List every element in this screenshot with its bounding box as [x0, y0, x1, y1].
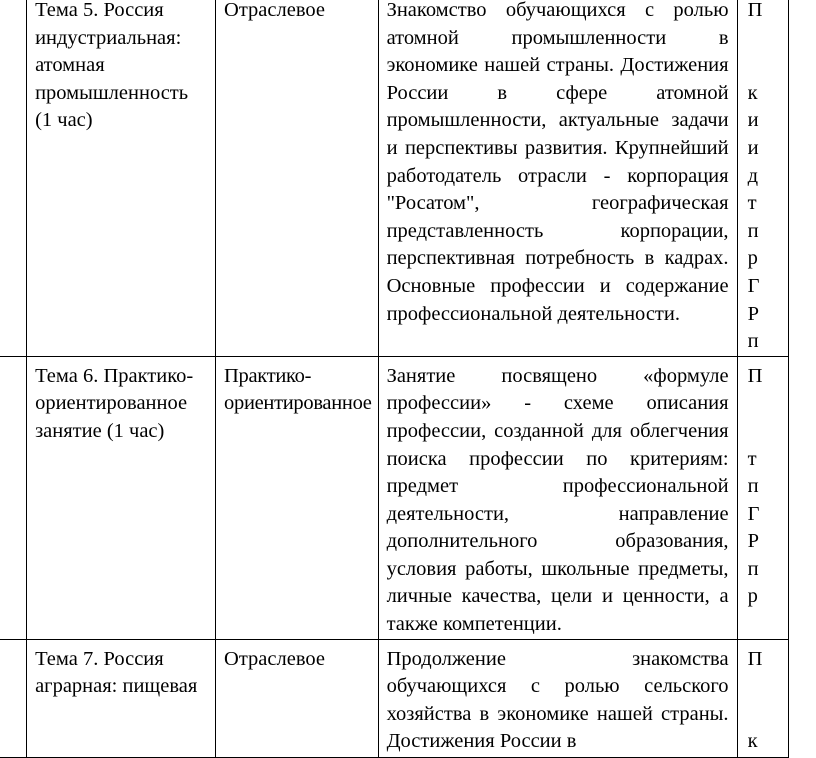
truncated-line: П: [747, 647, 763, 670]
truncated-line: [748, 390, 788, 418]
row-number: [0, 0, 27, 356]
truncated-line: п: [747, 219, 759, 242]
truncated-line: п: [747, 330, 759, 353]
truncated-line: [748, 52, 788, 80]
topic-cell: [27, 0, 216, 356]
description-cell: [378, 639, 737, 757]
topic-cell: [27, 639, 216, 757]
truncated-line: Г: [747, 502, 760, 525]
table-row: [0, 639, 789, 757]
description-cell: [378, 0, 737, 356]
truncated-line: Р: [747, 530, 759, 553]
truncated-line: [748, 701, 788, 729]
table-row: [0, 356, 789, 639]
truncated-column-cell: [737, 356, 788, 639]
truncated-line: р: [747, 247, 758, 270]
truncated-line: т: [747, 192, 757, 215]
row-number: [0, 639, 27, 757]
description-text: Знакомство обучающихся с ролью атомной промышленности в экономике нашей страны. Достижения России в сфере атомной промышленности, актуальные задачи и перспективы развития. Крупнейший работодатель отрасли - корпорация "Росатом", географическая представленность корпорации, перспективная потребность в кадрах. Основные профессии и содержание профессиональной деятельности.: [386, 0, 729, 325]
truncated-line: Г: [747, 274, 760, 297]
truncated-line: п: [747, 475, 759, 498]
type-text: Отраслевое: [224, 647, 325, 670]
truncated-line: П: [747, 0, 763, 21]
description-text: Занятие посвящено «формуле профессии» - схеме описания профессии, созданной для облегчения поиска профессии по критериям: предмет профессиональной деятельности, направление дополнительного образования, условия работы, школьные предметы, личные качества, цели и ценности, а также компетенции.: [386, 364, 729, 636]
truncated-line: П: [747, 364, 763, 387]
truncated-column-cell: [737, 639, 788, 757]
truncated-line: [748, 418, 788, 446]
topic-text: Тема 6. Практико-ориентированное занятие (1 час): [35, 364, 194, 442]
truncated-line: к: [747, 81, 758, 104]
truncated-line: т: [747, 447, 757, 470]
type-cell: [216, 639, 379, 757]
truncated-line: р: [747, 585, 758, 608]
truncated-column-cell: [737, 0, 788, 356]
description-text: Продолжение знакомства обучающихся с ролью сельского хозяйства в экономике нашей страны. Достижения России в: [386, 647, 729, 753]
truncated-line: п: [747, 557, 759, 580]
truncated-line: [748, 25, 788, 53]
truncated-line: Р: [747, 302, 759, 325]
topic-text: Тема 5. Россия индустриальная: атомная промышленность (1 час): [35, 0, 189, 132]
truncated-line: и: [747, 109, 759, 132]
topic-text: Тема 7. Россия аграрная: пищевая: [35, 647, 198, 698]
row-number: [0, 356, 27, 639]
topic-cell: [27, 356, 216, 639]
truncated-line: д: [747, 164, 758, 187]
truncated-line: [748, 673, 788, 701]
truncated-line: к: [747, 730, 758, 753]
type-text: Практико-ориентированное: [224, 364, 372, 415]
description-cell: [378, 356, 737, 639]
type-text: Отраслевое: [224, 0, 325, 21]
truncated-line: и: [747, 136, 759, 159]
type-cell: [216, 0, 379, 356]
type-cell: [216, 356, 379, 639]
table-row: [0, 0, 789, 356]
